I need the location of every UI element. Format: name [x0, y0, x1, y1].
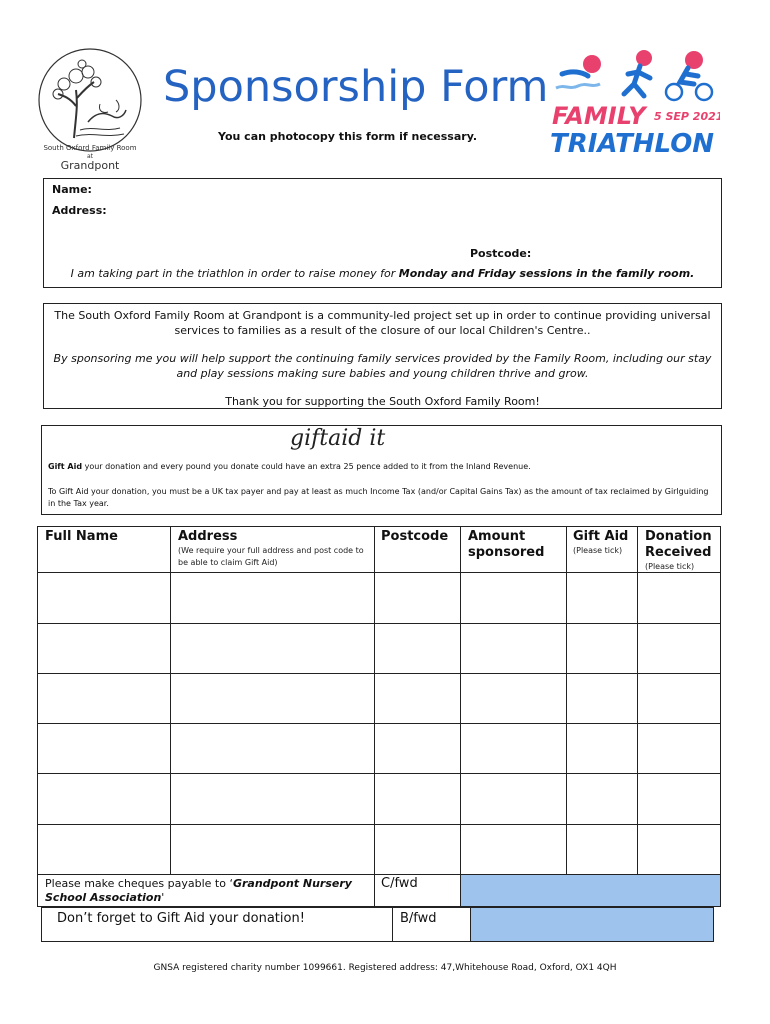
postcode-label: Postcode:: [470, 247, 532, 260]
row-2-address-cell[interactable]: [170, 623, 375, 674]
header-donation-note: (Please tick): [645, 562, 695, 571]
header-gift-aid-label: Gift Aid: [573, 529, 629, 544]
postcode-field[interactable]: [536, 245, 706, 263]
name-field[interactable]: [104, 181, 704, 199]
row-6-gift-aid-cell[interactable]: [566, 824, 638, 875]
row-5-donation-cell[interactable]: [637, 773, 721, 825]
cheques-payee: Grandpont Nursery School Association: [45, 877, 352, 904]
family-triathlon-logo: [548, 44, 720, 162]
row-5-address-cell[interactable]: [170, 773, 375, 825]
charity-footer: GNSA registered charity number 1099661. Registered address: 47,Whitehouse Road, Oxford, OX1 4QH: [153, 963, 617, 973]
triathlon-logo-date: 5 SEP 2021: [654, 110, 720, 123]
bfwd-label: B/fwd: [400, 911, 437, 926]
row-5-gift-aid-cell[interactable]: [566, 773, 638, 825]
header-gift-aid-note: (Please tick): [573, 546, 623, 555]
row-4-address-cell[interactable]: [170, 723, 375, 774]
name-label: Name:: [52, 183, 92, 196]
header-amount-line2: sponsored: [468, 545, 545, 560]
address-label: Address:: [52, 204, 107, 217]
triathlon-logo-family: FAMILY: [552, 102, 646, 130]
gift-aid-box: [41, 425, 722, 515]
header-full-name: [37, 526, 171, 573]
gift-aid-line-1-text: your donation and every pound you donate could have an extra 25 pence added to it from the Inland Revenue.: [82, 462, 531, 471]
header-address-label: Address: [178, 529, 238, 544]
row-1-amount-cell[interactable]: [460, 572, 567, 624]
row-6-full-name-cell[interactable]: [37, 824, 171, 875]
row-3-amount-cell[interactable]: [460, 673, 567, 724]
participation-statement: [44, 267, 721, 280]
row-6-postcode-cell[interactable]: [374, 824, 461, 875]
about-paragraph-3: Thank you for supporting the South Oxford Family Room!: [225, 395, 540, 408]
header-address: [170, 526, 375, 573]
row-3-donation-cell[interactable]: [637, 673, 721, 724]
about-paragraph-2: By sponsoring me you will help support the continuing family services provided by the Family Room, including our stay and play sessions making sure babies and young children thrive and grow.: [53, 352, 712, 380]
row-2-full-name-cell[interactable]: [37, 623, 171, 674]
header-amount-line1: Amount: [468, 529, 526, 544]
row-6-donation-cell[interactable]: [637, 824, 721, 875]
header-postcode: [374, 526, 461, 573]
about-paragraph-1: The South Oxford Family Room at Grandpont is a community-led project set up in order to continue providing universal services to families as a result of the closure of our local Children's Centre..: [54, 309, 711, 337]
gift-aid-logo: giftaid it: [290, 426, 386, 451]
cfwd-label: C/fwd: [381, 876, 418, 891]
row-6-address-cell[interactable]: [170, 824, 375, 875]
page-subtitle: You can photocopy this form if necessary.: [218, 130, 478, 143]
row-4-amount-cell[interactable]: [460, 723, 567, 774]
gift-aid-reminder: Don’t forget to Gift Aid your donation!: [57, 911, 305, 926]
family-room-logo: [36, 46, 144, 158]
about-box: [43, 303, 722, 409]
header-donation-line1: Donation: [645, 529, 712, 544]
header-address-note: (We require your full address and post code to be able to claim Gift Aid): [178, 546, 364, 567]
logo-caption-at: at: [86, 153, 94, 160]
row-1-gift-aid-cell[interactable]: [566, 572, 638, 624]
cheques-note-cell: [37, 874, 375, 907]
row-1-full-name-cell[interactable]: [37, 572, 171, 624]
bfwd-total-field[interactable]: [470, 907, 714, 942]
row-5-full-name-cell[interactable]: [37, 773, 171, 825]
row-4-gift-aid-cell[interactable]: [566, 723, 638, 774]
row-3-postcode-cell[interactable]: [374, 673, 461, 724]
logo-caption-org: South Oxford Family Room: [43, 144, 137, 152]
bfwd-label-cell: [392, 907, 471, 942]
row-4-donation-cell[interactable]: [637, 723, 721, 774]
page-title: Sponsorship Form: [163, 62, 549, 112]
row-3-full-name-cell[interactable]: [37, 673, 171, 724]
row-5-postcode-cell[interactable]: [374, 773, 461, 825]
gift-aid-line-2: To Gift Aid your donation, you must be a UK tax payer and pay at least as much Income Tax (and/or Capital Gains Tax) as the amount of tax reclaimed by Girlguiding in the Tax year.: [48, 487, 709, 508]
cfwd-label-cell: [374, 874, 461, 907]
logo-caption-place: Grandpont: [60, 159, 120, 172]
row-1-postcode-cell[interactable]: [374, 572, 461, 624]
triathlon-logo-triathlon: TRIATHLON: [550, 129, 715, 159]
row-1-donation-cell[interactable]: [637, 572, 721, 624]
row-6-amount-cell[interactable]: [460, 824, 567, 875]
header-donation-line2: Received: [645, 545, 712, 560]
row-4-postcode-cell[interactable]: [374, 723, 461, 774]
cheques-note-suffix: ': [161, 891, 165, 904]
row-2-gift-aid-cell[interactable]: [566, 623, 638, 674]
header-amount: [460, 526, 567, 573]
cheques-note-prefix: Please make cheques payable to ‘: [45, 877, 233, 890]
header-donation: [637, 526, 721, 573]
row-1-address-cell[interactable]: [170, 572, 375, 624]
participant-details-box: [43, 178, 722, 288]
row-2-postcode-cell[interactable]: [374, 623, 461, 674]
gift-aid-bold: Gift Aid: [48, 462, 83, 471]
row-5-amount-cell[interactable]: [460, 773, 567, 825]
reminder-cell: [41, 907, 393, 942]
cheques-note: [45, 877, 370, 905]
participation-statement-text: I am taking part in the triathlon in order to raise money for: [70, 267, 399, 280]
row-2-donation-cell[interactable]: [637, 623, 721, 674]
row-3-address-cell[interactable]: [170, 673, 375, 724]
row-3-gift-aid-cell[interactable]: [566, 673, 638, 724]
address-field[interactable]: [114, 202, 714, 250]
header-gift-aid: [566, 526, 638, 573]
row-4-full-name-cell[interactable]: [37, 723, 171, 774]
header-postcode-label: Postcode: [381, 529, 449, 544]
row-2-amount-cell[interactable]: [460, 623, 567, 674]
cfwd-total-field[interactable]: [460, 874, 721, 907]
gift-aid-line-1: [48, 462, 718, 471]
header-full-name-label: Full Name: [45, 529, 118, 544]
participation-statement-bold: Monday and Friday sessions in the family room.: [398, 267, 695, 280]
